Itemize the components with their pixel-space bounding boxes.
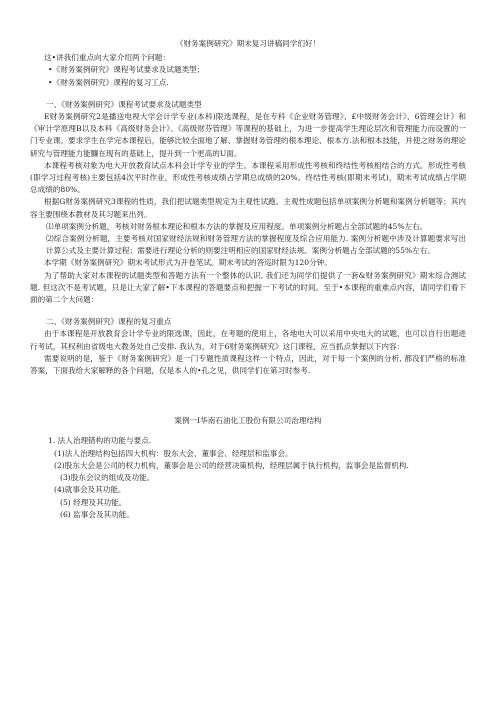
case-item: (3)股东会议的组成及功能。 — [60, 473, 155, 483]
list-item: ⑴单项案例分析题，考核对财务根本理论和根本方法的掌握及应用程度。单项案例分析题占全部试题的45%左右。 — [46, 221, 428, 231]
bullet-item: •《财务案例研究》课程考试要求及试题类型； — [48, 65, 205, 75]
section-heading: 一、《财务案例研究》课程考试要求及试题类型 — [46, 99, 202, 109]
case-item: (6) 监事会及其功能。 — [60, 509, 134, 519]
paragraph: E财务案例研究2是播送电视大学会计学专业(本科)限选课程，是在专科《企业财务管理》、£中级财务会计》、6管理会计》和《审计学原理B以及本科《高级财务会计》、《高级财芬管理》等课程的基础上，为进一步提高学生理论层次和管理能力而设置的一门专业课。要求学生在学完本课程后，能够比较全面地了解、掌握财务管理的根本理论、根本方.法和根本技能，并使之财务的理论研究与管理能力能臁在现有的基础上，提升到一个更高的U面。 — [30, 112, 466, 158]
paragraph: 需要说明的是，鉴于《财务案例研究》是一门专题性质课程这样一个特点，因此，对于每一个案例的分析, 都没们严格的标准答案，下面我给大家解释的各个问题，仅是本人的•孔之见，供同学们在第习时参考. — [30, 353, 466, 376]
case-item: (4)就事会及其功能。 — [54, 485, 126, 495]
paragraph: 由于本课程是开放教育会计学专业的限选课，因此，在考题的使用上，各地电大可以采用中央电大的试题，也可以自行出题进行考试，其权利由省级电大教务处自己安排. 我认为，对于6财务案例研究》这门课程，应当抓点掌握以下内容： — [30, 329, 466, 351]
paragraph: 为了帮助大家对本课程的试题类型和答题方法有一个整体的认识, 我们还为同学们提供了一套&财务案例研究》期末综合测试题. 但这次不是考试题，只是让大家了解•下本课程的答题要点和把握一下考试的时间。至于•本课程的重难点内容，请同学们看下面的第二个大问题： — [30, 270, 466, 305]
paragraph: 本课程考核对象为电大开放教育试点本科会计学专业的学生。本课程采用形成性考核和终结性考核相结合的方式。形成性考核(即学习过程考核)主要包括4次平时作业，形成性考核成绩占学期总成绩的20%。终结性考核(即期末考试)，期末考试成绩占学期总成绩的80%。 — [30, 160, 466, 195]
section-heading: 二、《财务案例研究》课程的复习重点 — [46, 317, 172, 327]
list-item: ⑵综合案例分析题，主要考核对国家财经法规和财务管理方法的掌握程度及综合应用能力. 案例分析题中涉及计算题要求写出计算公式及主要计算过程；需要进行理论分析的则要注明相应的国家财经法规。案例分析题占全部试题的55%左右。 — [46, 234, 466, 256]
page-title: 《财务案例研究》期末复习讲稿同学们好！ — [175, 39, 321, 48]
bullet-item: •《财务案例研究》课程的复习工点. — [48, 77, 169, 87]
case-item: (1)法人治理结构包括四大机构：股东大会、董事会、经理层和监事会。 — [54, 448, 293, 458]
case-item: 1. 法人治理错构的功能与要点. — [48, 436, 152, 446]
case-item: (5) 经理及其功能。 — [60, 497, 127, 507]
intro-line: 这•讲我们重点向大家介绍两个问题： — [44, 53, 170, 63]
paragraph: 本学期《财务案例研究》期末考试形式为开卷笔试。期末考试的答巡时限为120分钟。 — [44, 258, 332, 268]
paragraph: 根据G财务案例研究3课程的性质，我们把试题类型规定为主观性试跑。主观性成题包括单项案例分析题和案例分析题等；其内容主要围绕本教材及其习题来出列。 — [30, 197, 466, 219]
case-title: 案例一I华南石油化工股份有限公司治理结构 — [174, 416, 322, 426]
case-item: (2)股东大会是公司的权力机构，董事会是公司的经营决策机构，经理层属于执行机构，监事会是监督机构. — [54, 460, 409, 470]
